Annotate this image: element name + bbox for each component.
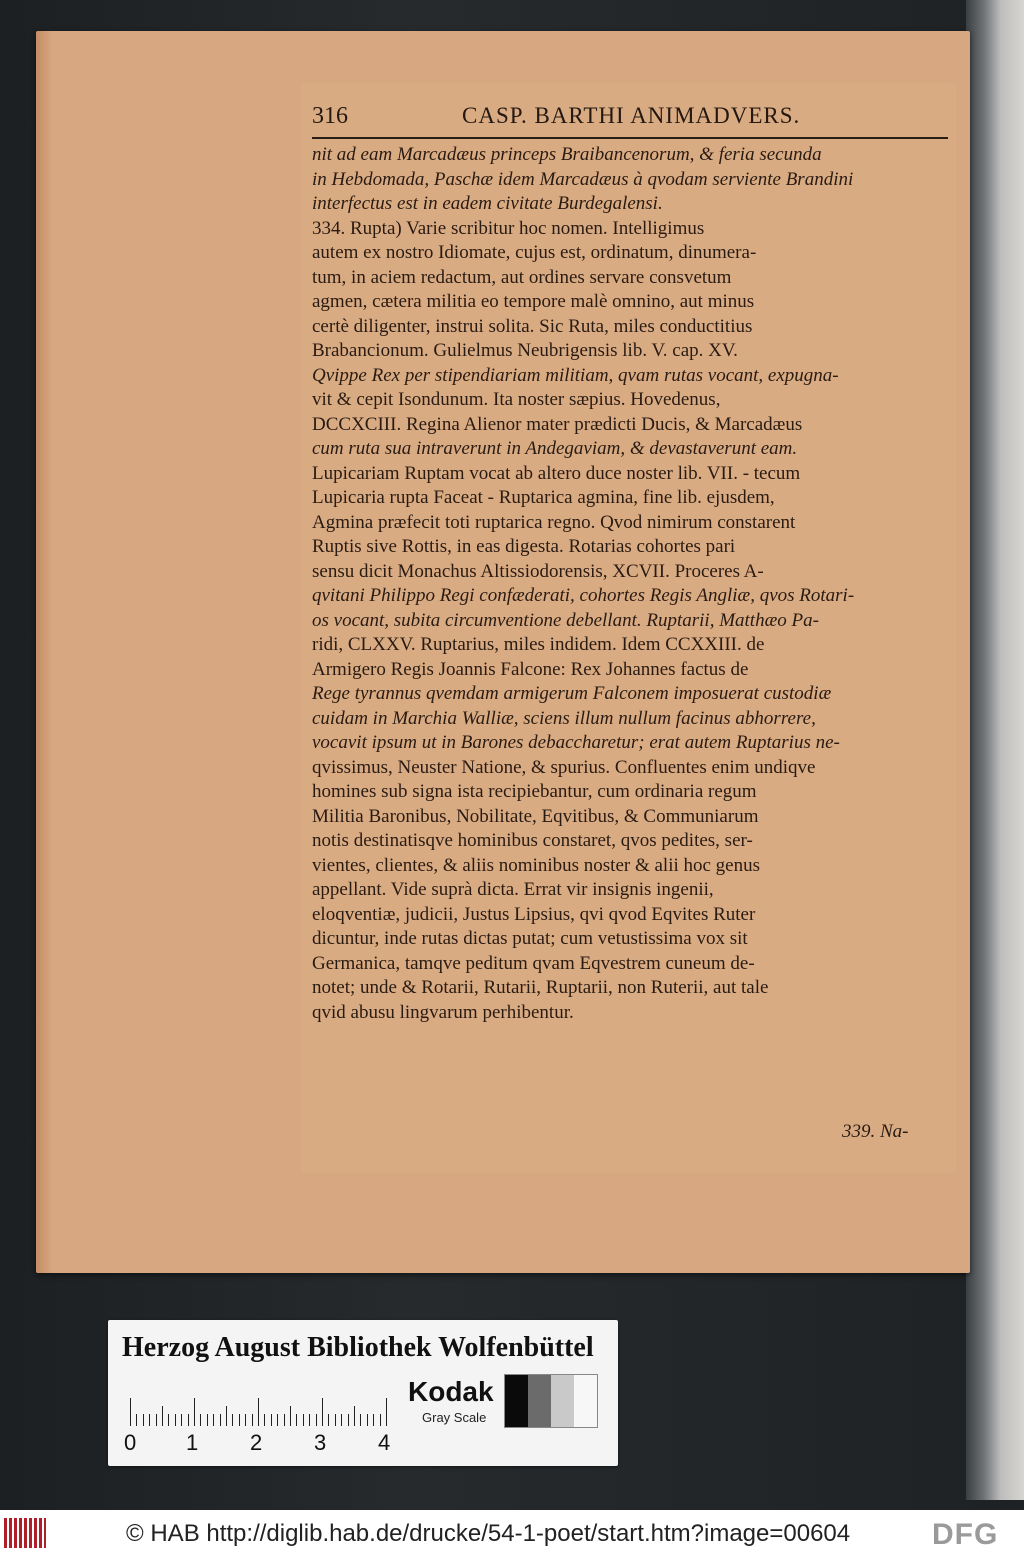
text-line: dicuntur, inde rutas dictas putat; cum vetustissima vox sit: [312, 928, 748, 949]
footer-bar: [0, 1510, 1024, 1557]
page-edge: [36, 31, 52, 1273]
text-line: Lupicaria rupta Faceat - Ruptarica agmina, fine lib. ejusdem,: [312, 487, 775, 508]
text-line: cuidam in Marchia Walliæ, sciens illum nullum facinus abhorrere,: [312, 707, 816, 729]
ruler-tick: [149, 1414, 150, 1426]
ruler-tick: [309, 1414, 310, 1426]
text-line: autem ex nostro Idiomate, cujus est, ordinatum, dinumera-: [312, 242, 757, 263]
page-number: 316: [312, 103, 348, 129]
ruler-number: 4: [378, 1430, 391, 1455]
ruler-number: 0: [124, 1430, 137, 1455]
ruler-tick: [322, 1398, 323, 1426]
ruler-tick: [175, 1414, 176, 1426]
text-line: Ruptis sive Rottis, in eas digesta. Rotarias cohortes pari: [312, 536, 736, 557]
text-line: eloqventiæ, judicii, Justus Lipsius, qvi qvod Eqvites Ruter: [312, 903, 756, 925]
ruler-tick: [296, 1414, 297, 1426]
text-line: appellant. Vide suprà dicta. Errat vir insignis ingenii,: [312, 879, 714, 900]
ruler-tick: [264, 1414, 265, 1426]
text-line: vocavit ipsum ut in Barones debaccharetur; erat autem Ruptarius ne-: [312, 732, 840, 753]
text-line: vit & cepit Isondunum. Ita noster sæpius. Hovedenus,: [312, 389, 721, 410]
ruler-number: 3: [314, 1430, 327, 1455]
ruler-tick: [335, 1414, 336, 1426]
text-line: cum ruta sua intraverunt in Andegaviam, & devastaverunt eam.: [312, 438, 798, 459]
gray-swatch: [551, 1375, 574, 1427]
library-name: Herzog August Bibliothek Wolfenbüttel: [122, 1332, 594, 1363]
ruler-tick: [200, 1414, 201, 1426]
ruler-tick: [354, 1406, 355, 1426]
page-header: [312, 103, 948, 139]
ruler-tick: [220, 1414, 221, 1426]
ruler-tick: [341, 1414, 342, 1426]
ruler-tick: [277, 1414, 278, 1426]
ruler-tick: [213, 1414, 214, 1426]
ruler-tick: [245, 1414, 246, 1426]
text-line: qvitani Philippo Regi confæderati, cohortes Regis Angliæ, qvos Rotari-: [312, 585, 855, 606]
hab-logo-icon: [4, 1518, 46, 1548]
text-line: Lupicariam Ruptam vocat ab altero duce noster lib. VII. - tecum: [312, 462, 801, 484]
ruler-tick: [290, 1406, 291, 1426]
kodak-logo: Kodak: [408, 1376, 494, 1407]
text-line: Qvippe Rex per stipendiariam militiam, qvam rutas vocant, expugna-: [312, 364, 839, 386]
ruler-number: 2: [250, 1430, 263, 1455]
catchword: 339. Na-: [842, 1121, 909, 1142]
text-line: 334. Rupta) Varie scribitur hoc nomen. Intelligimus: [312, 217, 705, 239]
ruler-tick: [181, 1414, 182, 1426]
text-block: [302, 83, 956, 1173]
running-title: CASP. BARTHI ANIMADVERS.: [462, 103, 801, 128]
gray-swatch: [574, 1375, 597, 1427]
ruler-tick: [226, 1406, 227, 1426]
text-line: agmen, cætera militia eo tempore malè omnino, aut minus: [312, 291, 755, 312]
text-line: Brabancionum. Gulielmus Neubrigensis lib. V. cap. XV.: [312, 340, 738, 361]
text-line: Armigero Regis Joannis Falcone: Rex Johannes factus de: [312, 658, 749, 680]
ruler-tick: [194, 1398, 195, 1426]
gray-scale-label: Gray Scale: [422, 1410, 487, 1425]
ruler-tick: [232, 1414, 233, 1426]
ruler: [130, 1398, 400, 1426]
ruler-tick: [156, 1414, 157, 1426]
text-line: nit ad eam Marcadæus princeps Braibancenorum, & feria secunda: [312, 144, 822, 165]
ruler-tick: [271, 1414, 272, 1426]
gray-swatch: [528, 1375, 551, 1427]
ruler-tick: [386, 1398, 387, 1426]
text-line: sensu dicit Monachus Altissiodorensis, XCVII. Proceres A-: [312, 560, 764, 582]
text-line: homines sub signa ista recipiebantur, cum ordinaria regum: [312, 781, 757, 802]
ruler-tick: [252, 1414, 253, 1426]
ruler-tick: [316, 1414, 317, 1426]
adjacent-page-edge: [966, 0, 1024, 1500]
ruler-tick: [239, 1414, 240, 1426]
text-line: qvid abusu lingvarum perhibentur.: [312, 1001, 574, 1023]
text-line: certè diligenter, instrui solita. Sic Ruta, miles conductitius: [312, 315, 753, 337]
body-text: [312, 143, 952, 1025]
gray-swatch: [505, 1375, 528, 1427]
ruler-tick: [130, 1398, 131, 1426]
text-line: Rege tyrannus qvemdam armigerum Falconem imposuerat custodiæ: [312, 683, 832, 704]
copyright-url: © HAB http://diglib.hab.de/drucke/54-1-poet/start.htm?image=00604: [126, 1520, 851, 1547]
ruler-tick: [360, 1414, 361, 1426]
ruler-tick: [373, 1414, 374, 1426]
ruler-tick: [380, 1414, 381, 1426]
ruler-tick: [328, 1414, 329, 1426]
dfg-logo: DFG: [932, 1518, 999, 1551]
gray-scale-swatches: [504, 1374, 598, 1428]
ruler-tick: [162, 1406, 163, 1426]
ruler-number: 1: [186, 1430, 199, 1455]
text-line: Militia Baronibus, Nobilitate, Eqvitibus, & Communiarum: [312, 805, 759, 827]
color-calibration-card: [108, 1320, 618, 1466]
ruler-tick: [188, 1414, 189, 1426]
text-line: os vocant, subita circumventione debellant. Ruptarii, Matthæo Pa-: [312, 609, 819, 631]
ruler-tick: [367, 1414, 368, 1426]
ruler-tick: [136, 1414, 137, 1426]
text-line: DCCXCIII. Regina Alienor mater prædicti Ducis, & Marcadæus: [312, 413, 803, 435]
text-line: in Hebdomada, Paschæ idem Marcadæus à qvodam serviente Brandini: [312, 168, 854, 190]
text-line: vientes, clientes, & aliis nominibus noster & alii hoc genus: [312, 854, 761, 876]
text-line: Agmina præfecit toti ruptarica regno. Qvod nimirum constarent: [312, 511, 796, 533]
ruler-tick: [348, 1414, 349, 1426]
text-line: notet; unde & Rotarii, Rutarii, Ruptarii, non Ruterii, aut tale: [312, 977, 769, 998]
text-line: Germanica, tamqve peditum qvam Eqvestrem cuneum de-: [312, 952, 755, 974]
text-line: notis destinatisqve hominibus constaret, qvos pedites, ser-: [312, 830, 753, 851]
text-line: tum, in aciem redactum, aut ordines servare consvetum: [312, 266, 732, 288]
ruler-tick: [143, 1414, 144, 1426]
text-line: qvissimus, Neuster Natione, & spurius. Confluentes enim undiqve: [312, 756, 816, 778]
ruler-tick: [258, 1398, 259, 1426]
book-page: [36, 31, 970, 1273]
ruler-tick: [284, 1414, 285, 1426]
ruler-tick: [168, 1414, 169, 1426]
ruler-tick: [207, 1414, 208, 1426]
ruler-tick: [303, 1414, 304, 1426]
text-line: ridi, CLXXV. Ruptarius, miles indidem. Idem CCXXIII. de: [312, 634, 765, 655]
text-line: interfectus est in eadem civitate Burdegalensi.: [312, 193, 663, 214]
